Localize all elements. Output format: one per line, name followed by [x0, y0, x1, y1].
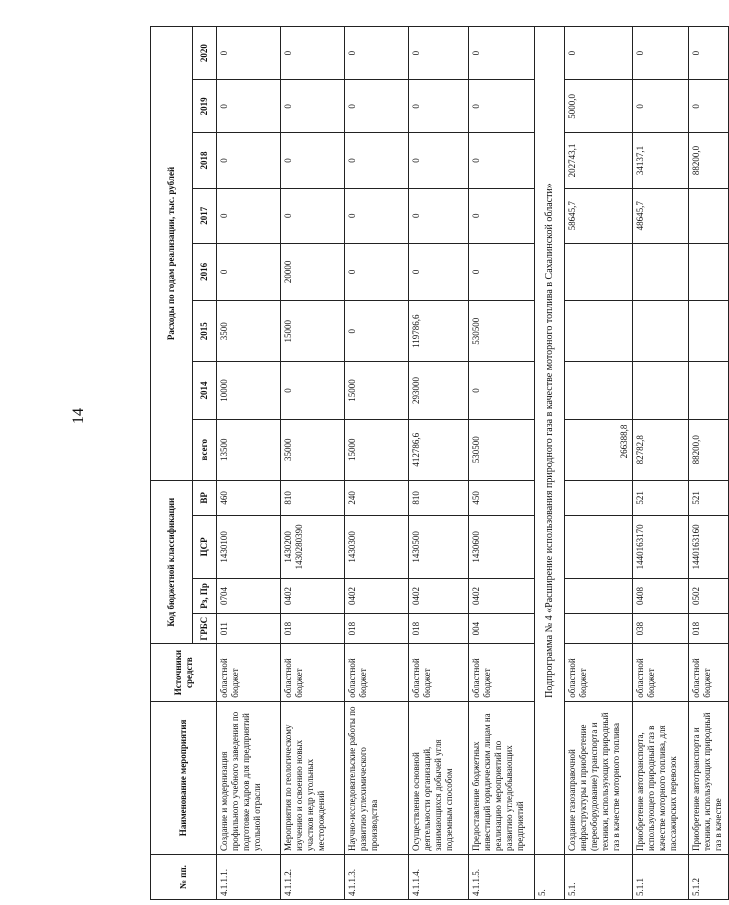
page-number: 14	[70, 408, 87, 424]
cell-rz: 0402	[281, 579, 345, 614]
cell-source: областной бюджет	[345, 644, 409, 701]
cell-2016: 20000	[281, 243, 345, 300]
cell-vr: 810	[409, 480, 469, 515]
cell-source: областной бюджет	[217, 644, 281, 701]
cell-2014: 10000	[217, 362, 281, 419]
cell-2020: 0	[565, 27, 633, 80]
cell-2020: 0	[633, 27, 689, 80]
cell-2017	[689, 188, 729, 243]
cell-grbs: 011	[217, 613, 281, 644]
cell-2016	[689, 243, 729, 300]
cell-2015: 3500	[217, 301, 281, 362]
cell-rz: 0402	[409, 579, 469, 614]
cell-2017: 48645,7	[633, 188, 689, 243]
header-expenses: Расходы по годам реализации, тыс. рублей	[151, 27, 193, 481]
cell-2016: 0	[469, 243, 535, 300]
budget-table	[150, 26, 729, 900]
header-2018: 2018	[193, 133, 217, 188]
cell-grbs: 004	[469, 613, 535, 644]
cell-num: 5.1.	[565, 855, 633, 900]
cell-2017: 0	[217, 188, 281, 243]
cell-2015	[689, 301, 729, 362]
cell-2020: 0	[409, 27, 469, 80]
cell-total: 530500	[469, 419, 535, 480]
cell-2019: 0	[409, 80, 469, 133]
cell-2016: 0	[345, 243, 409, 300]
table-row	[281, 27, 345, 900]
cell-vr: 240	[345, 480, 409, 515]
cell-2016: 0	[409, 243, 469, 300]
cell-2016: 0	[217, 243, 281, 300]
cell-name: Создание газозаправочной инфраструктуры и приобретение (переоборудование) транспорта и техники, использующих природный газ в качестве моторного топлива	[565, 701, 633, 854]
cell-rz: 0402	[469, 579, 535, 614]
cell-2014: 0	[281, 362, 345, 419]
cell-csr: 1440163160	[689, 515, 729, 578]
cell-2018: 88200,0	[689, 133, 729, 188]
cell-vr: 521	[689, 480, 729, 515]
header-num: № пп.	[151, 855, 217, 900]
cell-2019: 0	[633, 80, 689, 133]
cell-vr: 450	[469, 480, 535, 515]
cell-source: областной бюджет	[469, 644, 535, 701]
header-total: всего	[193, 419, 217, 480]
cell-2017: 0	[345, 188, 409, 243]
cell-vr: 810	[281, 480, 345, 515]
cell-2019: 0	[217, 80, 281, 133]
cell-name: Мероприятия по геологическому изучению и освоению новых участков недр угольных месторождений	[281, 701, 345, 854]
cell-2014: 15000	[345, 362, 409, 419]
cell-2018: 0	[469, 133, 535, 188]
cell-2015	[633, 301, 689, 362]
table-row	[409, 27, 469, 900]
cell-2017: 0	[469, 188, 535, 243]
cell-csr: 1430300	[345, 515, 409, 578]
cell-csr: 1430600	[469, 515, 535, 578]
header-2014: 2014	[193, 362, 217, 419]
cell-2014: 293000	[409, 362, 469, 419]
cell-2020: 0	[345, 27, 409, 80]
cell-grbs: 018	[281, 613, 345, 644]
table-row	[345, 27, 409, 900]
cell-csr: 1430500	[409, 515, 469, 578]
cell-rz: 0402	[345, 579, 409, 614]
header-2019: 2019	[193, 80, 217, 133]
header-rz-pr: Рз, Пр	[193, 579, 217, 614]
table-row	[633, 27, 689, 900]
cell-2018: 34137,1	[633, 133, 689, 188]
cell-2015: 0	[345, 301, 409, 362]
cell-2020: 0	[689, 27, 729, 80]
cell-num: 4.1.1.2.	[281, 855, 345, 900]
cell-2019: 0	[281, 80, 345, 133]
cell-num: 5.	[535, 855, 565, 900]
header-2017: 2017	[193, 188, 217, 243]
cell-grbs: 018	[689, 613, 729, 644]
table-row	[469, 27, 535, 900]
cell-name: Приобретение автотранспорта и техники, использующих природный газ в качестве	[689, 701, 729, 854]
cell-2014	[565, 362, 633, 419]
cell-2014	[689, 362, 729, 419]
cell-2020: 0	[469, 27, 535, 80]
header-2020: 2020	[193, 27, 217, 80]
cell-rz: 0704	[217, 579, 281, 614]
table-row	[565, 27, 633, 900]
cell-2016	[565, 243, 633, 300]
cell-num: 4.1.1.3.	[345, 855, 409, 900]
cell-grbs: 038	[633, 613, 689, 644]
cell-num: 4.1.1.4.	[409, 855, 469, 900]
cell-name: Приобретение автотранспорта, использующего природный газ в качестве моторного топлива, для пассажирских перевозок	[633, 701, 689, 854]
table-row	[217, 27, 281, 900]
cell-vr: 460	[217, 480, 281, 515]
cell-2019: 0	[345, 80, 409, 133]
cell-name: Создание и модернизация профильного учебного заведения по подготовке кадров для предприятий угольной отрасли	[217, 701, 281, 854]
cell-grbs: 018	[345, 613, 409, 644]
cell-source: областной бюджет	[409, 644, 469, 701]
cell-2019: 0	[469, 80, 535, 133]
cell-2017: 58645,7	[565, 188, 633, 243]
cell-2018: 0	[409, 133, 469, 188]
cell-csr: 1440163170	[633, 515, 689, 578]
cell-num: 5.1.2	[689, 855, 729, 900]
header-csr: ЦСР	[193, 515, 217, 578]
cell-total: 15000	[345, 419, 409, 480]
header-source: Источники средств	[151, 644, 217, 701]
cell-2017: 0	[281, 188, 345, 243]
cell-source: областной бюджет	[633, 644, 689, 701]
cell-2018: 0	[281, 133, 345, 188]
cell-total: 35000	[281, 419, 345, 480]
cell-csr	[565, 515, 633, 578]
cell-2015: 119786,6	[409, 301, 469, 362]
cell-csr: 1430200 1430280390	[281, 515, 345, 578]
header-grbs: ГРБС	[193, 613, 217, 644]
header-budget-code: Код бюджетной классификации	[151, 480, 193, 644]
cell-2018: 0	[345, 133, 409, 188]
cell-rz: 0502	[689, 579, 729, 614]
header-vr: ВР	[193, 480, 217, 515]
cell-num: 5.1.1	[633, 855, 689, 900]
cell-total: 82782,8	[633, 419, 689, 480]
cell-2015	[565, 301, 633, 362]
cell-2020: 0	[217, 27, 281, 80]
cell-total: 412786,6	[409, 419, 469, 480]
cell-num: 4.1.1.5.	[469, 855, 535, 900]
subprogram-row	[535, 27, 565, 900]
cell-vr: 521	[633, 480, 689, 515]
cell-source: областной бюджет	[281, 644, 345, 701]
cell-2018: 0	[217, 133, 281, 188]
rotated-table-container	[150, 26, 723, 900]
cell-total: 13500	[217, 419, 281, 480]
cell-total: 88200,0	[689, 419, 729, 480]
cell-2015: 530500	[469, 301, 535, 362]
header-2015: 2015	[193, 301, 217, 362]
cell-2019: 5000,0	[565, 80, 633, 133]
cell-grbs	[565, 613, 633, 644]
cell-total: 266388,8	[565, 419, 633, 480]
cell-num: 4.1.1.1.	[217, 855, 281, 900]
header-name: Наименование мероприятия	[151, 701, 217, 854]
cell-source: областной бюджет	[689, 644, 729, 701]
cell-grbs: 018	[409, 613, 469, 644]
cell-csr: 1430100	[217, 515, 281, 578]
cell-name: Предоставление бюджетных инвестиций юридическим лицам на реализацию мероприятий по развитию угледобывающих предприятий	[469, 701, 535, 854]
cell-vr	[565, 480, 633, 515]
subprogram-title: Подпрограмма № 4 «Расширение использования природного газа в качестве моторного топлива в Сахалинской области»	[535, 27, 565, 855]
cell-name: Научно-исследовательские работы по развитию углехимического производства	[345, 701, 409, 854]
header-2016: 2016	[193, 243, 217, 300]
cell-rz: 0408	[633, 579, 689, 614]
cell-name: Осуществление основной деятельности организаций, занимающихся добычей угля подземным способом	[409, 701, 469, 854]
table-row	[689, 27, 729, 900]
cell-2020: 0	[281, 27, 345, 80]
cell-2017: 0	[409, 188, 469, 243]
cell-source: областной бюджет	[565, 644, 633, 701]
cell-2014: 0	[469, 362, 535, 419]
cell-2016	[633, 243, 689, 300]
cell-rz	[565, 579, 633, 614]
cell-2015: 15000	[281, 301, 345, 362]
cell-2014	[633, 362, 689, 419]
cell-2018: 202743,1	[565, 133, 633, 188]
cell-2019: 0	[689, 80, 729, 133]
